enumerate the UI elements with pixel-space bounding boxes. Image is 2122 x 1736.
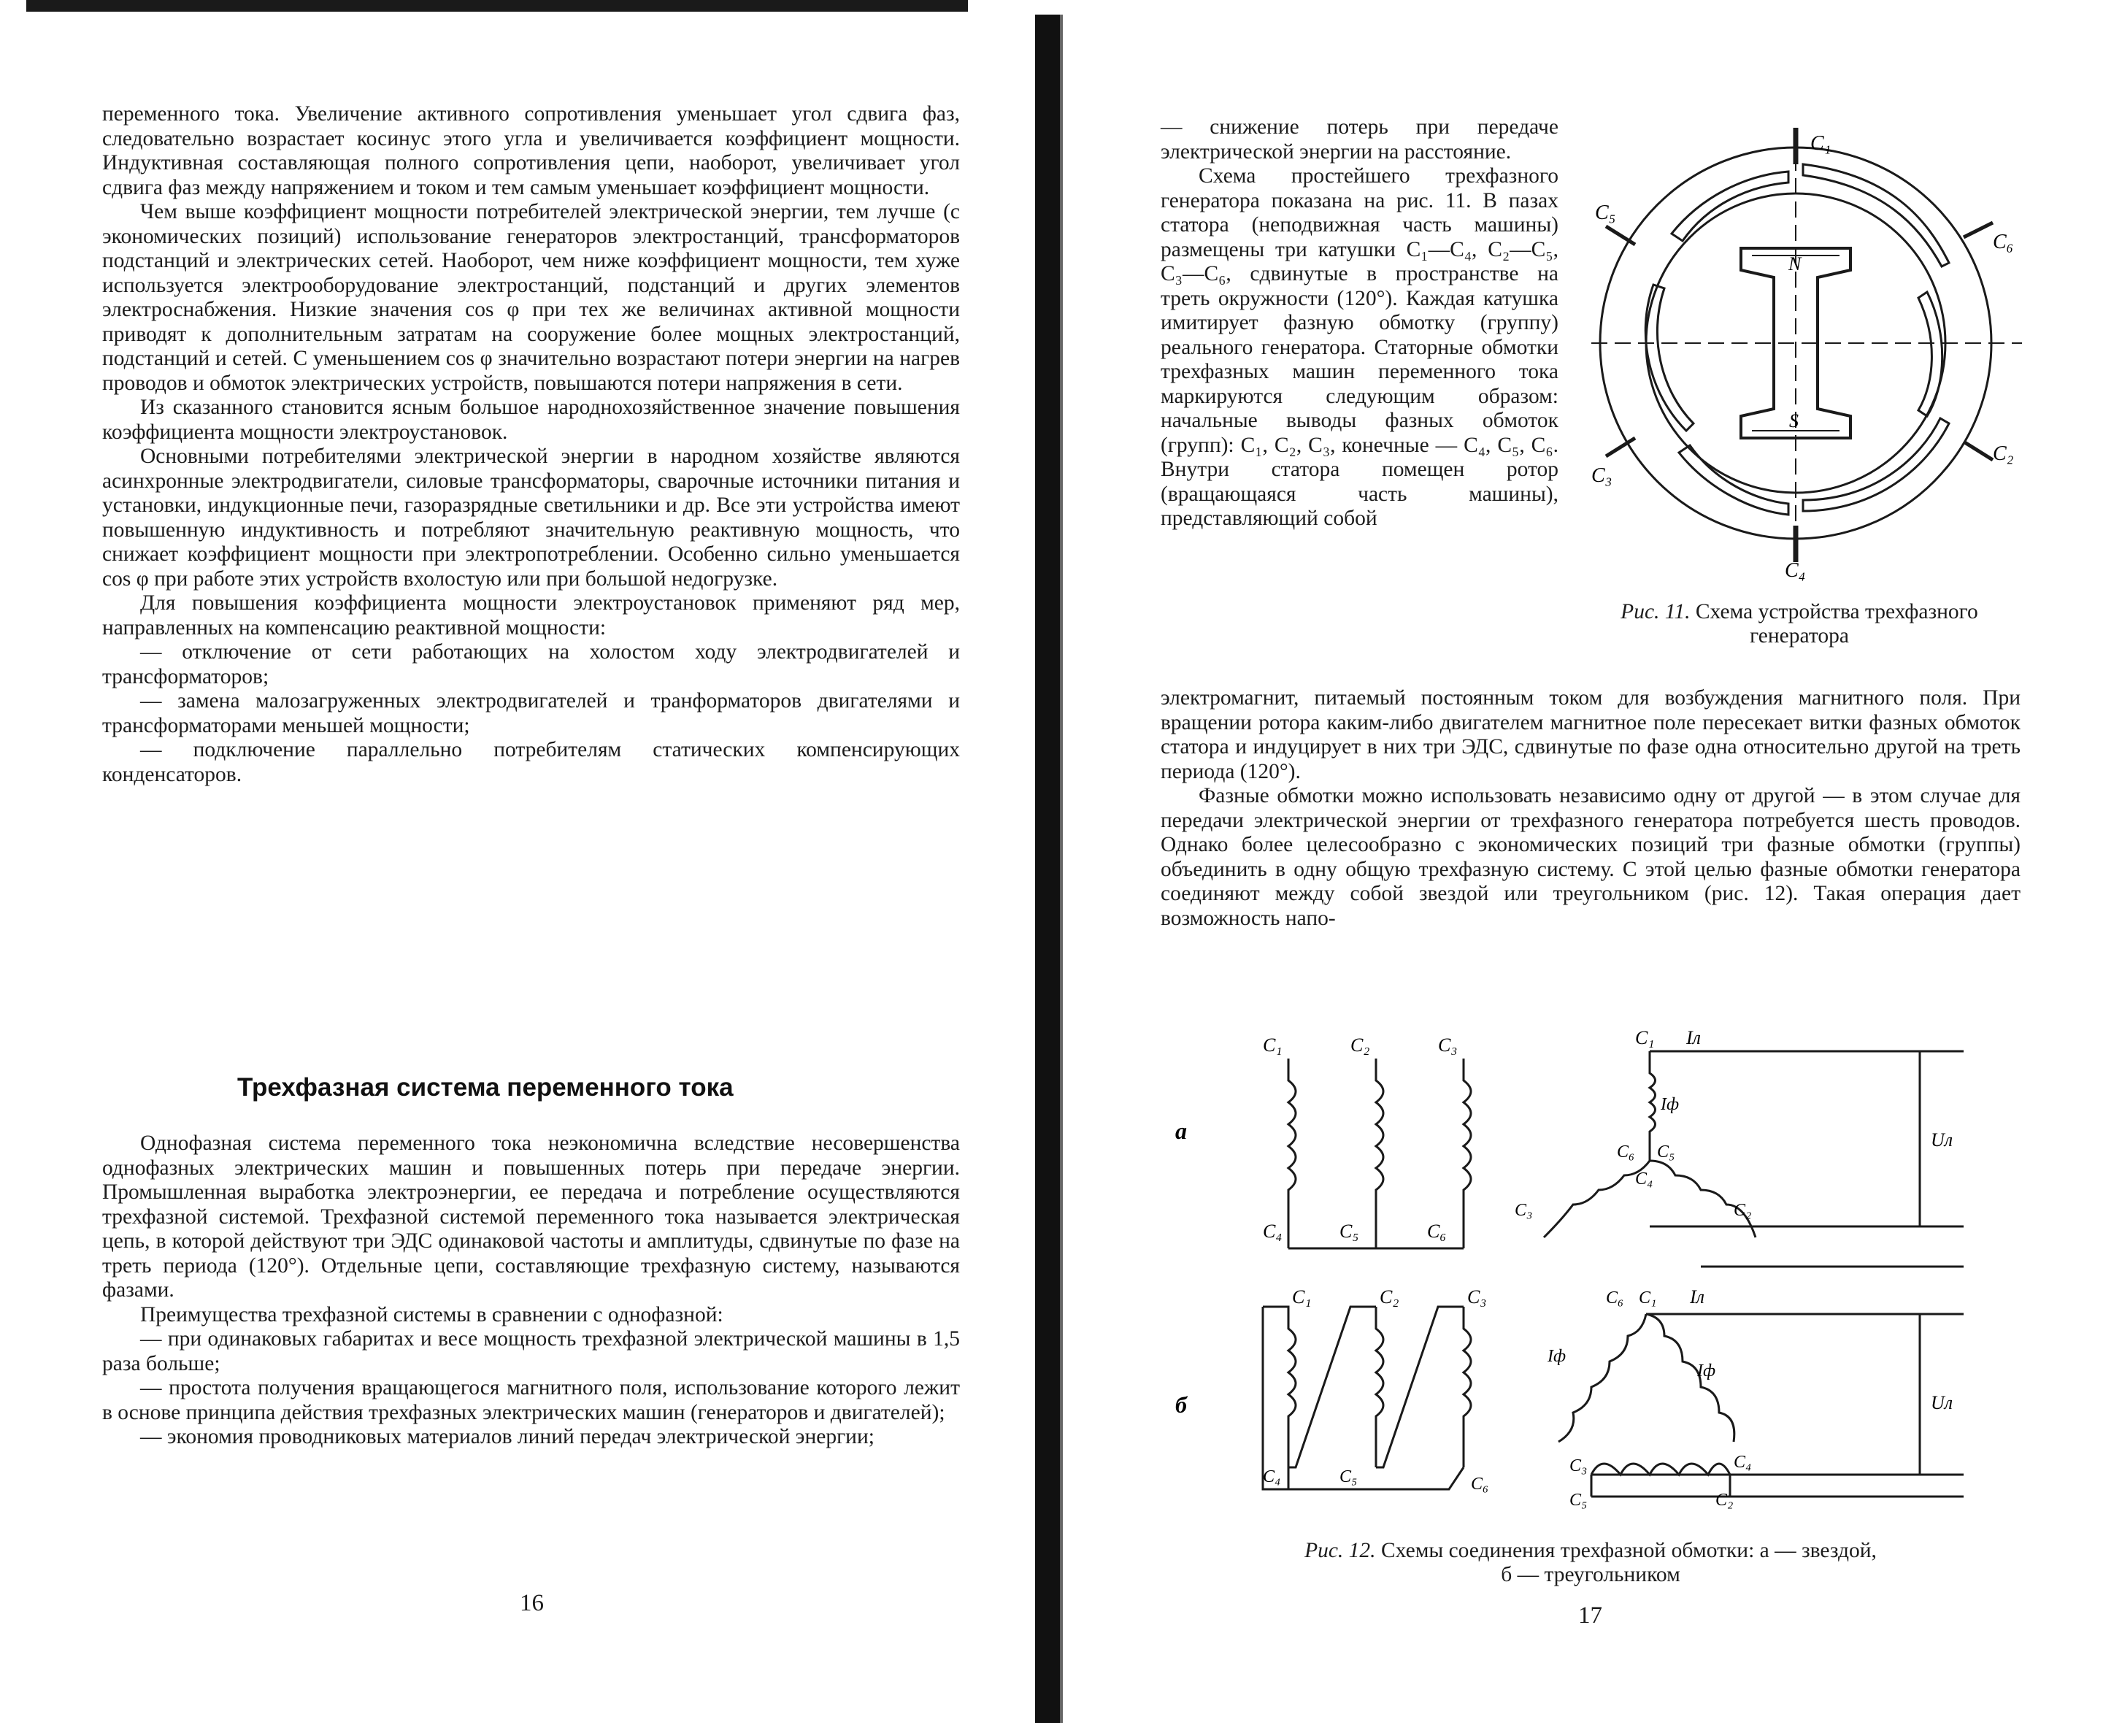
fig12-delta-il: Iл xyxy=(1690,1286,1704,1307)
fig12-star-c4: C₄ xyxy=(1635,1170,1653,1188)
figure-12-label: Рис. 12. xyxy=(1304,1539,1376,1562)
coil-b3 xyxy=(1464,1307,1471,1467)
figure-12-connection-diagrams xyxy=(1161,1015,2037,1533)
fig12-star-c3: C₃ xyxy=(1515,1201,1533,1220)
paragraph: Для повышения коэффициента мощности электроустановок применяют ряд мер, направленных на компенсацию реактивной мощности: xyxy=(102,591,960,640)
fig12-a-c5: C₅ xyxy=(1339,1221,1359,1242)
delta-side-left xyxy=(1558,1314,1646,1442)
figure-11-caption-text: Схема устройства трехфазного генератора xyxy=(1695,600,1978,648)
terminal-c5 xyxy=(1606,226,1635,245)
figure-11-caption xyxy=(1580,600,2018,648)
fig12-b-c4: C₄ xyxy=(1263,1467,1281,1486)
coil-b2 xyxy=(1376,1307,1383,1467)
fig12-a-c6: C₆ xyxy=(1427,1221,1447,1242)
scan-edge-bar xyxy=(26,0,968,12)
fig12-star-c2: C₂ xyxy=(1734,1201,1752,1220)
figure-11-label: Рис. 11. xyxy=(1621,600,1691,623)
list-item: — отключение от сети работающих на холостом ходу электродвигателей и трансформаторов; xyxy=(102,640,960,688)
fig12-star-c6: C₆ xyxy=(1617,1142,1635,1161)
label-c3: C₃ xyxy=(1591,464,1612,487)
label-c5: C₅ xyxy=(1595,201,1616,224)
fig12-b-c1: C₁ xyxy=(1292,1286,1312,1307)
left-page-section-text xyxy=(102,1132,960,1450)
coil-b1 xyxy=(1263,1307,1296,1467)
fig12-delta-c3: C₃ xyxy=(1569,1456,1588,1475)
terminal-c6 xyxy=(1964,223,1993,237)
star-branch-left xyxy=(1544,1161,1650,1237)
part-b-label: б xyxy=(1175,1391,1187,1418)
label-c6: C₆ xyxy=(1993,231,2014,253)
paragraph: переменного тока. Увеличение активного сопротивления уменьшает угол сдвига фаз, следовательно возрастает косинус этого угла и увеличивается коэффициент мощности. Индуктивная составляющая полного сопротивления цепи, наоборот, увеличивает угол сдвига фаз между напряжением и током и тем самым уменьшает коэффициент мощности. xyxy=(102,102,960,199)
list-item: — экономия проводниковых материалов линий передач электрической энергии; xyxy=(140,1425,874,1448)
left-page-text xyxy=(102,102,960,787)
fig12-star-c1: C₁ xyxy=(1635,1027,1655,1048)
fig12-b-c6: C₆ xyxy=(1471,1475,1489,1494)
fig12-b-c3: C₃ xyxy=(1467,1286,1487,1307)
book-spine-shadow xyxy=(1060,15,1063,1723)
coil-a1 xyxy=(1288,1059,1296,1248)
delta-crossover-2 xyxy=(1288,1307,1376,1467)
figure-12-caption-line2: б — треугольником xyxy=(1501,1563,1680,1586)
paragraph: Преимущества трехфазной системы в сравнении с однофазной: xyxy=(140,1302,723,1326)
coil-c2-c5 xyxy=(1645,285,1694,431)
paragraph: Основными потребителями электрической энергии в народном хозяйстве являются асинхронные электродвигатели, силовые трансформаторы, сварочные источники питания и установки, индукционные печи, газоразрядные светильники и др. Все эти устройства имеют повышенную индуктивность и потребляют значительную реактивную мощность, что снижает коэффициент мощности при электропотреблении. Особенно сильно уменьшается cos φ при работе этих устройств вхолостую или при большой недогрузке. xyxy=(102,445,960,591)
fig12-delta-c6: C₆ xyxy=(1606,1288,1624,1307)
star-branch-up xyxy=(1650,1051,1656,1161)
page-number-left: 16 xyxy=(520,1590,544,1616)
fig12-a-c1: C₁ xyxy=(1263,1034,1283,1056)
fig12-star-il: Iл xyxy=(1686,1027,1701,1048)
page-number-right: 17 xyxy=(1578,1602,1602,1629)
part-a-label: а xyxy=(1175,1118,1187,1144)
right-page-narrow-text xyxy=(1161,115,1558,531)
delta-side-bottom xyxy=(1591,1464,1730,1475)
fig12-a-c4: C₄ xyxy=(1263,1221,1283,1242)
right-page-wide-text xyxy=(1161,686,2021,931)
delta-crossover-3 xyxy=(1376,1307,1464,1467)
fig12-star-if: Iф xyxy=(1661,1095,1680,1114)
paragraph: Однофазная система переменного тока неэкономична вследствие несовершенства однофазных электрических машин и повышенных потерь при передаче энергии. Промышленная выработка электроэнергии, ее передача и потребление осуществляются трехфазной системой. Трехфазной системой переменного тока называется электрическая цепь, в которой действуют три ЭДС одинаковой частоты и амплитуды, сдвинутые по фазе на треть периода (120°). Отдельные цепи, составляющие трехфазную систему, называются фазами. xyxy=(102,1132,960,1302)
label-c1: C₁ xyxy=(1810,132,1831,155)
fig12-delta-c4: C₄ xyxy=(1734,1453,1752,1472)
delta-side-right xyxy=(1646,1314,1734,1442)
fig12-a-c2: C₂ xyxy=(1350,1034,1370,1056)
fig12-a-c3: C₃ xyxy=(1438,1034,1458,1056)
fig12-delta-if-left: Iф xyxy=(1548,1347,1566,1366)
paragraph: Чем выше коэффициент мощности потребителей электрической энергии, тем лучше (с экономических позиций) использование генераторов электростанций, трансформаторов подстанций и электрических сетей. Наоборот, чем ниже коэффициент мощности, тем хуже используется электрооборудование электростанций, подстанций и других элементов электроснабжения. Низкие значения cos φ при тех же величинах активной мощности приводят к дополнительным затратам на сооружение более мощных электростанций, подстанций и сетей. С уменьшением cos φ значительно возрастают потери энергии на нагрев проводов и обмоток электрических устройств, повышаются потери напряжения в сети. xyxy=(102,200,960,395)
terminal-c2 xyxy=(1964,442,1993,460)
fig12-delta-c1: C₁ xyxy=(1639,1288,1657,1307)
paragraph: Схема простейшего трехфазного генератора показана на рис. 11. В пазах статора (неподвижная часть машины) размещены три катушки C₁—C₄, C₂—C₅, C₃—C₆, сдвинутые в пространстве на треть окружности (120°). Каждая катушка имитирует фазную обмотку (группу) реального генератора. Статорные обмотки трехфазных машин переменного тока маркируются следующим образом: начальные выводы фазных обмоток (групп): C₁, C₂, C₃, конечные — C₄, C₅, C₆. Внутри статора помещен ротор (вращающаяся часть машины), представляющий собой xyxy=(1161,164,1558,530)
label-c2: C₂ xyxy=(1993,442,2014,465)
label-s: S xyxy=(1789,410,1799,431)
figure-12-caption xyxy=(1161,1539,2021,1587)
figure-11-generator-diagram xyxy=(1584,117,2037,584)
fig12-delta-c5: C₅ xyxy=(1569,1491,1588,1510)
delta-crossover-1 xyxy=(1263,1307,1288,1489)
coil-c1-c4 xyxy=(1803,164,1949,266)
fig12-delta-if-right: Iф xyxy=(1697,1361,1716,1380)
list-item: — при одинаковых габаритах и весе мощность трехфазной электрической машины в 1,5 раза больше; xyxy=(102,1327,960,1375)
list-item: — подключение параллельно потребителям статических компенсирующих конденсаторов. xyxy=(102,738,960,786)
list-item: — простота получения вращающегося магнитного поля, использование которого лежит в основе принципа действия трехфазных электрических машин (генераторов и двигателей); xyxy=(102,1376,960,1424)
paragraph: Из сказанного становится ясным большое народнохозяйственное значение повышения коэффициента мощности электроустановок. xyxy=(102,396,960,444)
book-spine xyxy=(1035,15,1060,1723)
paragraph: Фазные обмотки можно использовать независимо одну от другой — в этом случае для передачи электрической энергии от трехфазного генератора потребуется шесть проводов. Однако более целесообразно с экономических позиций три фазные обмотки (группы) объединить в одну общую трехфазную систему. С этой целью фазные обмотки генератора соединяют между собой звездой или треугольником (рис. 12). Такая операция дает возможность напо- xyxy=(1161,784,2021,930)
fig12-b-c2: C₂ xyxy=(1380,1286,1399,1307)
coil-a2 xyxy=(1376,1059,1383,1248)
label-n: N xyxy=(1788,253,1802,274)
fig12-delta-c2: C₂ xyxy=(1715,1491,1734,1510)
fig12-delta-ul: Uл xyxy=(1931,1392,1953,1413)
coil-a3 xyxy=(1464,1059,1471,1248)
label-c4: C₄ xyxy=(1785,559,1806,582)
fig12-star-ul: Uл xyxy=(1931,1129,1953,1151)
section-heading: Трехфазная система переменного тока xyxy=(237,1073,734,1102)
coil-c3-c6 xyxy=(1803,418,1949,511)
list-item: — замена малозагруженных электродвигателей и транформаторов двигателями и трансформаторами меньшей мощности; xyxy=(102,689,960,737)
paragraph: электромагнит, питаемый постоянным током для возбуждения магнитного поля. При вращении ротора каким-либо двигателем магнитное поле пересекает витки фазных обмоток статора и индуцирует в них три ЭДС, сдвинутые по фазе одна относительно другой на треть периода (120°). xyxy=(1161,686,2021,783)
fig12-b-c5: C₅ xyxy=(1339,1467,1358,1486)
fig12-star-c5: C₅ xyxy=(1657,1142,1675,1161)
paragraph: — снижение потерь при передаче электрической энергии на расстояние. xyxy=(1161,115,1558,164)
figure-12-caption-line1: Схемы соединения трехфазной обмотки: а — звездой, xyxy=(1380,1539,1877,1562)
